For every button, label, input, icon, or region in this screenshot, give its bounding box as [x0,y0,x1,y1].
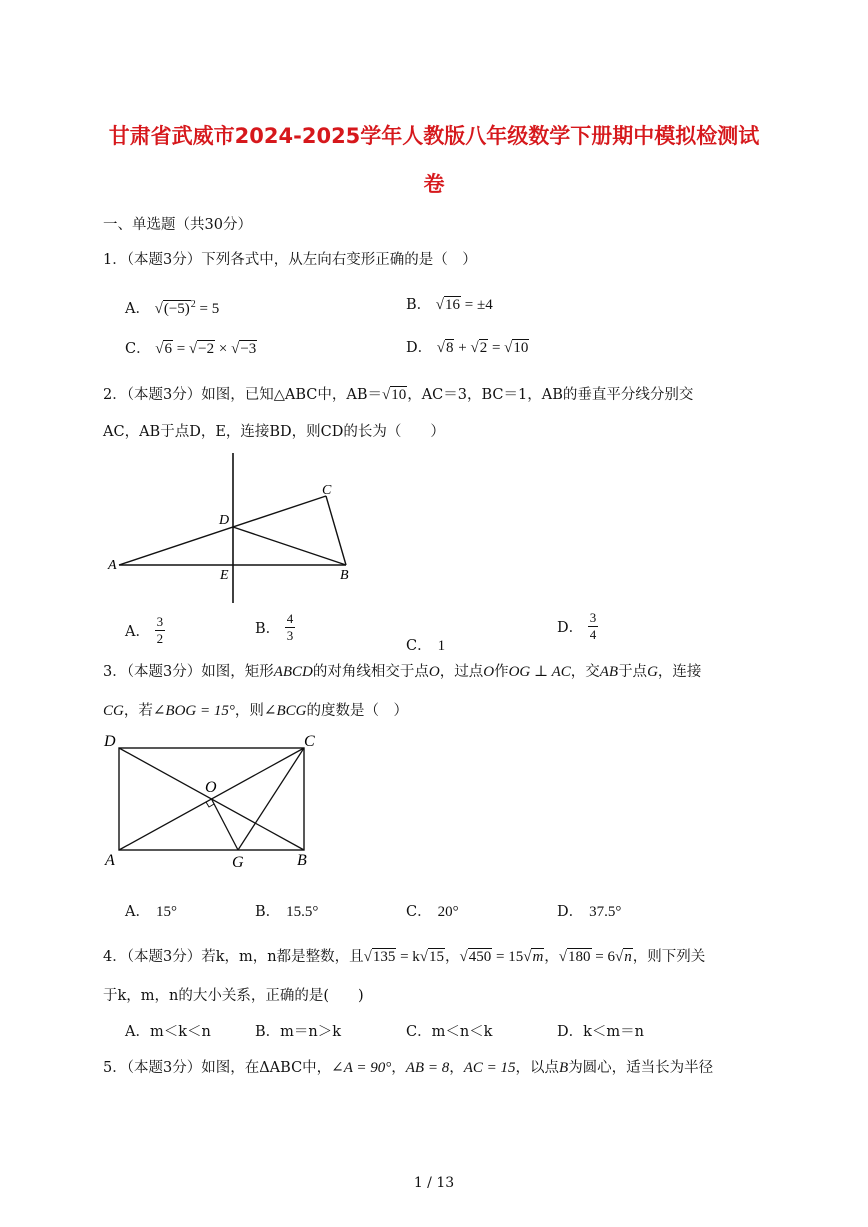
q3-stem-e: ，交 [570,664,600,680]
q2-c-label: C． [406,638,432,654]
q2-a-num: 3 [156,614,164,629]
q1-d-eq: = [488,340,505,356]
q4-stem-a: 4．（本题3分）若k，m，n都是整数，且 [103,949,364,965]
q2-a-fraction [155,614,166,647]
q4-eq1: √135 = k√15 [363,949,445,965]
q3-d-value: 37.5° [589,904,622,920]
q1-d-radicand3: 10 [513,340,529,356]
q4-eq1-rhs: = k [396,949,420,965]
q4-option-d: D．k＜m＝n [557,1024,644,1040]
q4-option-a: A．m＜k＜n [125,1024,211,1040]
q1-option-c [125,337,257,358]
q3-stem-b: 的对角线相交于点 [312,664,429,680]
q5-stem-c: 为圆心，适当长为半径 [568,1060,714,1076]
q4-eq2-rhs: = 15 [492,949,524,965]
document-title-line2: 卷 [423,172,445,196]
page-number: 1 / 13 [413,1175,455,1191]
q3-point-g: G [647,664,658,680]
q1-b-expr: √16 = ±4 [435,297,493,313]
q5-stem-line1 [103,1056,713,1077]
q3-stem-g: ，连接 [657,664,702,680]
q3-b-label: B． [255,904,281,920]
q1-stem: 1．（本题3分）下列各式中，从左向右变形正确的是（ ） [103,252,477,268]
q2-stem-radicand: 10 [391,387,407,403]
q1-d-radicand1: 8 [445,340,454,356]
q2-stem-line2: AC，AB于点D，E，连接BD，则CD的长为（ ） [103,424,445,440]
q1-c-eq: = [172,341,189,357]
q5-sep1: ， [391,1060,406,1076]
q3-c-value: 20° [437,904,459,920]
q2-d-den: 4 [589,627,597,642]
q3-stem-i: ，则 [234,703,264,719]
q3-option-a [125,900,177,921]
q4-sep1: ， [445,949,460,965]
q4-eq2: √450 = 15√m [459,949,544,965]
q1-option-b [406,293,493,314]
q3-label-c: C [304,733,315,750]
q3-og-perp: OG ⊥ AC [508,664,571,680]
q3-segment-cg: CG [103,703,124,719]
q4-stem-line2: 于k，m，n的大小关系，正确的是( ) [103,988,364,1004]
q3-a-value: 15° [155,904,177,920]
q3-segment-cg [238,748,304,850]
q3-label-b: B [297,852,307,869]
q3-stem-j: 的度数是（ ） [306,703,408,719]
q2-stem-sqrt: √10 [381,387,407,403]
q2-a-den: 2 [156,631,164,646]
q3-stem-d: 作 [494,664,509,680]
q4-radicand4: m [532,949,544,965]
q2-label-c: C [322,483,332,498]
q3-stem-h: ，若 [123,703,153,719]
q5-ac: AC = 15 [463,1060,516,1076]
q2-b-fraction [285,611,296,644]
q1-option-a [125,297,219,318]
q2-stem-a: 2．（本题3分）如图，已知△ABC中，AB＝ [103,387,382,403]
q4-stem-line1 [103,945,705,966]
q2-label-a: A [108,558,117,573]
q3-rect-name: ABCD [273,664,313,680]
q3-label-d: D [104,733,116,750]
q1-c-expr: √6 = √−2 × √−3 [155,341,257,357]
q2-a-label: A． [125,624,150,640]
q2-label-b: B [340,568,349,583]
q3-angle-bcg: ∠BCG [263,703,307,719]
q3-label-g: G [232,854,244,870]
q2-option-c [406,634,445,655]
q4-radicand2: 15 [429,949,445,965]
q4-radicand3: 450 [468,949,492,965]
q2-c-value: 1 [437,638,446,654]
q1-a-exponent: 2 [190,299,196,310]
q1-b-radicand: 16 [445,297,460,313]
q2-stem-b: ，AC＝3，BC＝1，AB的垂直平分线分别交 [407,387,694,403]
q3-c-label: C． [406,904,432,920]
q3-stem-f: 于点 [618,664,648,680]
q2-d-label: D． [557,620,584,636]
section-heading: 一、单选题（共30分） [103,217,252,233]
q1-d-plus: + [454,340,471,356]
q2-option-a [125,614,165,647]
q3-stem-line2 [103,699,408,720]
q3-a-label: A． [125,904,150,920]
q1-a-rhs: = 5 [195,301,220,317]
q2-segment-ac [119,496,326,565]
q3-option-c [406,900,459,921]
q4-option-c: C．m＜n＜k [406,1024,493,1040]
q2-d-num: 3 [589,610,597,625]
q1-c-radicand1: 6 [164,341,172,357]
q1-c-radicand3: −3 [240,341,257,357]
q4-eq3-rhs: = 6 [591,949,615,965]
q1-d-expr: √8 + √2 = √10 [436,340,529,356]
q5-sep2: ， [449,1060,464,1076]
q1-d-radicand2: 2 [479,340,488,356]
q5-angle-a: ∠A = 90° [331,1060,392,1076]
q3-point-o2: O [483,664,495,680]
q2-option-d [557,610,598,643]
q4-radicand5: 180 [568,949,591,965]
q2-segment-bd [233,527,346,565]
q4-stem-b: ，则下列关 [632,949,706,965]
q2-b-num: 4 [286,611,294,626]
q2-b-den: 3 [286,628,294,643]
q1-a-label: A． [125,301,150,317]
q3-label-a: A [105,852,115,869]
q3-option-d [557,900,621,921]
q3-point-o: O [428,664,440,680]
q5-stem-b: ，以点 [515,1060,560,1076]
q2-b-label: B． [255,621,281,637]
q3-angle-bog: ∠BOG = 15° [152,703,235,719]
q3-stem-line1 [103,660,701,681]
q2-d-fraction [588,610,599,643]
q3-d-label: D． [557,904,584,920]
q2-label-e: E [220,568,229,583]
q4-option-b: B．m＝n＞k [255,1024,342,1040]
q3-option-b [255,900,318,921]
q1-a-radicand: (−5) [163,301,190,317]
q2-label-d: D [219,513,230,528]
q1-b-rhs: = ±4 [461,297,493,313]
q5-point-b: B [559,1060,569,1076]
q1-d-label: D． [406,340,433,356]
q4-sep2: ， [544,949,559,965]
q1-a-expr: $√(-5)^2 = 5$ [154,299,220,317]
q3-stem-a: 3．（本题3分）如图，矩形 [103,664,274,680]
q3-b-value: 15.5° [286,904,319,920]
q3-rectangle-figure [100,728,330,870]
q1-b-label: B． [406,297,432,313]
q5-stem-a: 5．（本题3分）如图，在ΔABC中， [103,1060,332,1076]
q2-option-b [255,611,295,644]
q2-stem-line1 [103,383,693,404]
q2-segment-bc [326,496,346,565]
q1-c-times: × [215,341,232,357]
q3-side-ab: AB [599,664,619,680]
q4-eq3: √180 = 6√n [558,949,632,965]
q1-c-radicand2: −2 [198,341,215,357]
q1-option-d [406,336,529,357]
q3-stem-c: ，过点 [439,664,484,680]
q4-radicand6: n [624,949,632,965]
q2-triangle-figure [100,448,370,608]
document-title-line1: 甘肃省武威市2024-2025学年人教版八年级数学下册期中模拟检测试 [108,124,760,148]
q4-radicand1: 135 [372,949,396,965]
q3-label-o: O [205,779,217,796]
q1-c-label: C． [125,341,151,357]
q5-ab: AB = 8 [405,1060,450,1076]
